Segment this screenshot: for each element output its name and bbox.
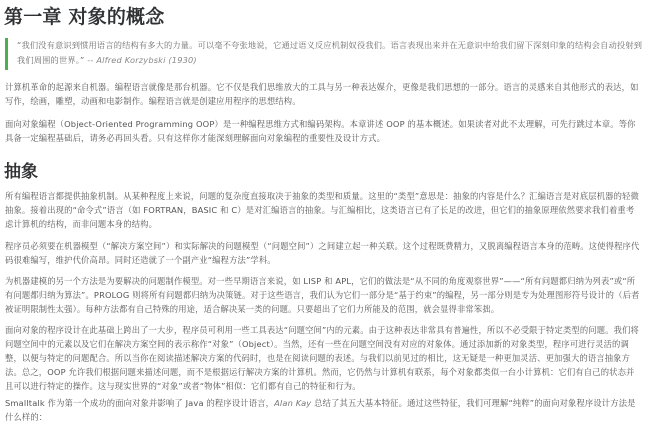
intro-paragraph-1: 计算机革命的起源来自机器。编程语言就像是那台机器。它不仅是我们思维放大的工具与另一种表达媒介，更像是我们思想的一部分。语言的灵感来自其他形式的表达，如写作，绘画，雕塑，动画和电影制作。编程语言就是创建应用程序的思想结构。 bbox=[5, 82, 639, 106]
quote-text: “我们没有意识到惯用语言的结构有多大的力量。可以毫不夸张地说，它通过语义反应机制奴役我们。语言表现出来并在无意识中给我们留下深刻印象的结构会自动投射到我们周围的世界。” bbox=[17, 40, 643, 65]
intro-paragraph-2: 面向对象编程（Object-Oriented Programming OOP）是一种编程思维方式和编码架构。本章讲述 OOP 的基本概述。如果读者对此不太理解，可先行跳过本章。等你具备一定编程基础后，请务必再回头看。只有这样你才能深刻理解面向对象编程的重要性及设计方式。 bbox=[5, 119, 636, 143]
smalltalk-intro-text: Smalltalk 作为第一个成功的面向对象并影响了 Java 的程序设计语言， bbox=[5, 398, 275, 408]
epigraph-quote bbox=[5, 38, 645, 70]
smalltalk-features-text: 总结了其五大基本特征。通过这些特征，我们可理解“纯粹”的面向对象程序设计方法是什么样的： bbox=[5, 398, 636, 422]
abstraction-paragraph-4: 面向对象的程序设计在此基础上跨出了一大步，程序员可利用一些工具表达“问题空间”内的元素。由于这种表达非常具有普遍性，所以不必受限于特定类型的问题。我们将问题空间中的元素以及它们在解决方案空间的表示称作“对象”（Object）。当然，还有一些在问题空间没有对应的对象体。通过添加新的对象类型，程序可进行灵活的调整，以便与特定的问题配合。所以当你在阅读描述解决方案的代码时，也是在阅读问题的表述。与我们以前见过的相比，这无疑是一种更加灵活、更加强大的语言抽象方法。总之，OOP 允许我们根据问题来描述问题，而不是根据运行解决方案的计算机。然而，它仍然与计算机有联系，每个对象都类似一台小计算机：它们有自己的状态并且可以进行特定的操作。这与现实世界的“对象”或者“物体”相似：它们都有自己的特征和行为。 bbox=[5, 325, 639, 391]
abstraction-paragraph-3: 为机器建模的另一个方法是为要解决的问题制作模型。对一些早期语言来说，如 LISP 和 APL，它们的做法是“从不同的角度观察世界”——“所有问题都归纳为列表”或“所有问题都归纳为算法”。PROLOG 则将所有问题都归纳为决策链。对于这些语言，我们认为它们一部分是“基于约束”的编程，另一部分则是专为处理图形符号设计的（后者被证明限制性太强）。每种方法都有自己特殊的用途，适合解决某一类的问题。只要超出了它们力所能及的范围，就会显得非常笨拙。 bbox=[5, 276, 640, 314]
abstraction-paragraph-1: 所有编程语言都提供抽象机制。从某种程度上来说，问题的复杂度直接取决于抽象的类型和质量。这里的“类型”意思是：抽象的内容是什么？汇编语言是对底层机器的轻微抽象。接着出现的“命令式”语言（如 FORTRAN，BASIC 和 C）是对汇编语言的抽象。与汇编相比，这类语言已有了长足的改进，但它们的抽象原理依然要求我们着重考虑计算机的结构，而非问题本身的结构。 bbox=[5, 191, 639, 229]
alan-kay-name: Alan Kay bbox=[274, 398, 312, 408]
abstraction-paragraph-5 bbox=[5, 396, 641, 424]
section-title-abstraction: 抽象 bbox=[4, 162, 38, 182]
chapter-title: 第一章 对象的概念 bbox=[4, 6, 165, 28]
abstraction-paragraph-2: 程序员必须要在机器模型（“解决方案空间”）和实际解决的问题模型（“问题空间”）之间建立起一种关联。这个过程既费精力，又脱离编程语言本身的范畴。这使得程序代码很难编写，维护代价高昂。同时还造就了一个副产业“编程方法”学科。 bbox=[5, 241, 640, 265]
quote-author: -- Alfred Korzybski (1930) bbox=[84, 54, 197, 65]
